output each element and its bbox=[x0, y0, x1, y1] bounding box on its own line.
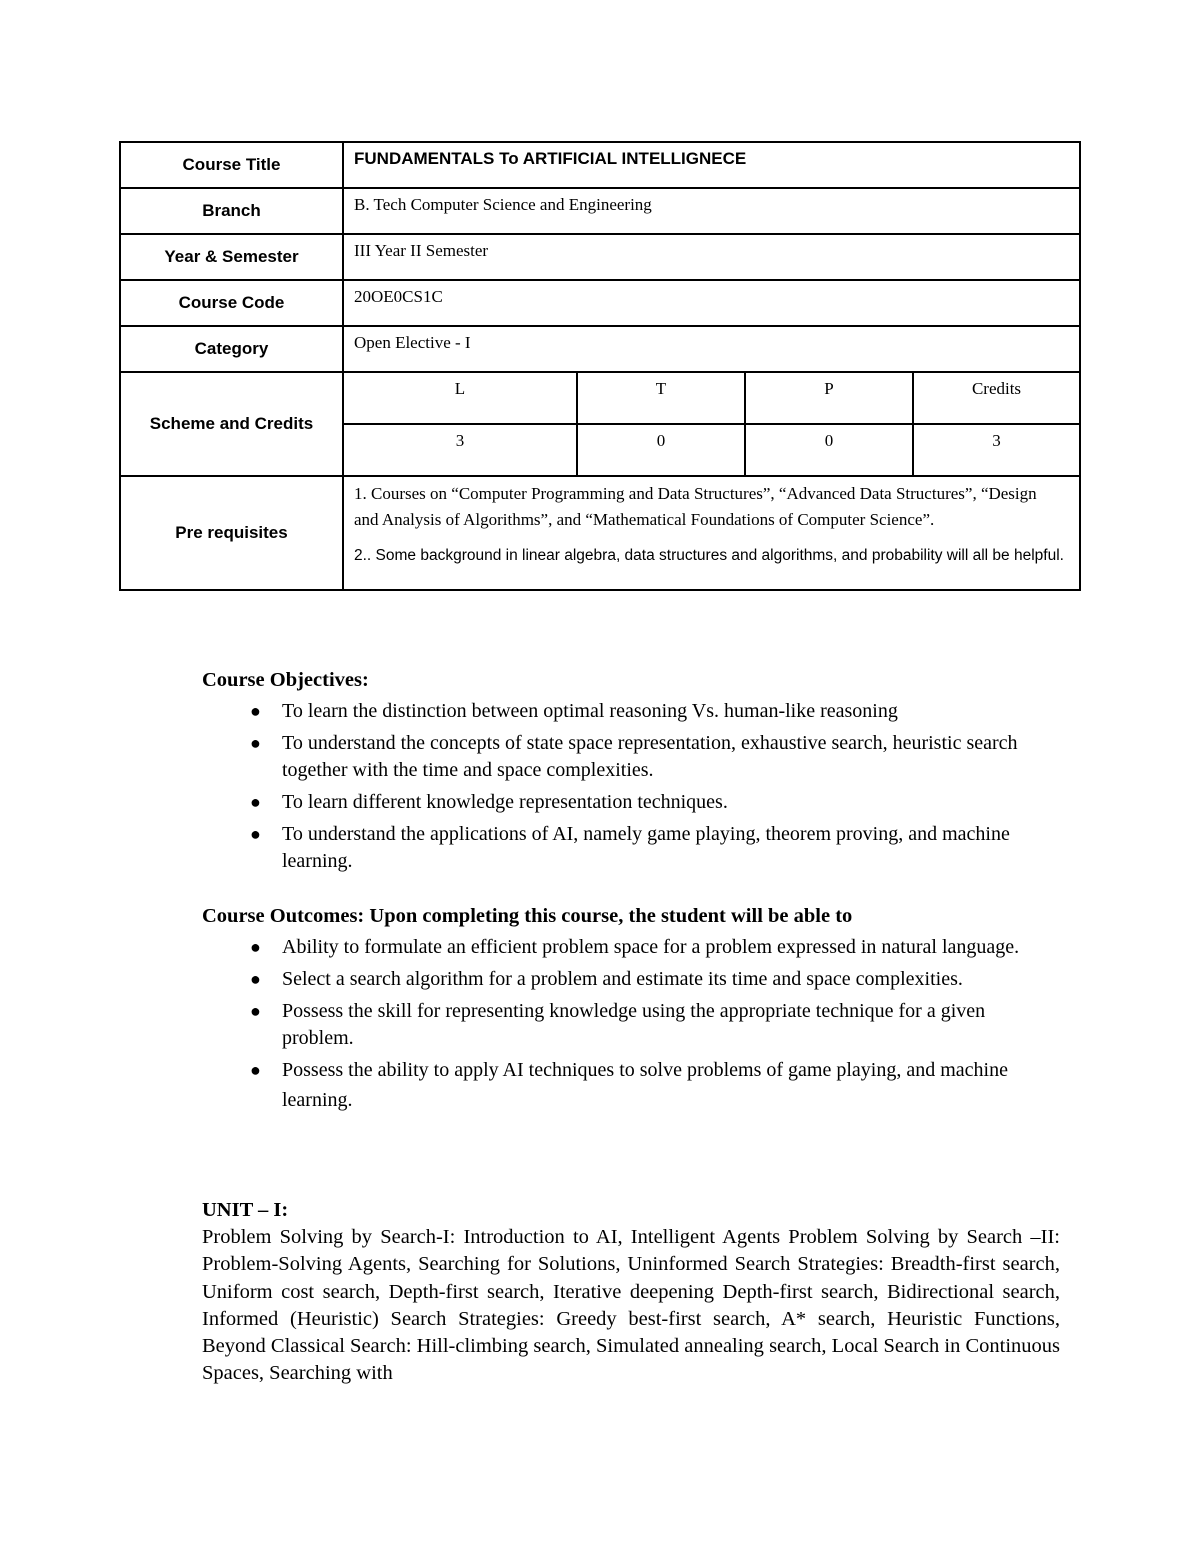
category-label: Category bbox=[120, 326, 343, 372]
category-value: Open Elective - I bbox=[343, 326, 1080, 372]
prerequisite-item-1: 1. Courses on “Computer Programming and Data Structures”, “Advanced Data Structures”, “Design and Analysis of Algorithms”, and “Mathematical Foundations of Computer Science”. bbox=[354, 484, 1037, 529]
branch-row bbox=[120, 188, 1080, 234]
unit-1-section bbox=[202, 1196, 1060, 1388]
list-item: ● Select a search algorithm for a problem and estimate its time and space complexities. bbox=[202, 966, 1060, 993]
course-title-label: Course Title bbox=[120, 142, 343, 188]
year-semester-value: III Year II Semester bbox=[343, 234, 1080, 280]
course-code-label: Course Code bbox=[120, 280, 343, 326]
course-objectives-heading: Course Objectives: bbox=[202, 669, 369, 691]
bullet-icon: ● bbox=[250, 824, 261, 844]
unit-1-heading: UNIT – I: bbox=[202, 1199, 289, 1221]
scheme-values-row bbox=[344, 424, 1079, 475]
list-item: ● Possess the ability to apply AI techniques to solve problems of game playing, and machine bbox=[202, 1057, 1060, 1084]
list-item: ● To understand the concepts of state space representation, exhaustive search, heuristic search together with the time and space complexities. bbox=[250, 732, 1018, 781]
branch-value: B. Tech Computer Science and Engineering bbox=[343, 188, 1080, 234]
course-outcomes-list bbox=[202, 934, 1060, 1114]
course-code-row bbox=[120, 280, 1080, 326]
scheme-header-credits: Credits bbox=[913, 373, 1079, 424]
scheme-value-t: 0 bbox=[577, 424, 745, 475]
bullet-icon: ● bbox=[250, 937, 261, 957]
scheme-grid bbox=[344, 373, 1079, 475]
course-objectives-section bbox=[202, 666, 1060, 880]
prerequisite-item-2: 2.. Some background in linear algebra, data structures and algorithms, and probability will all be helpful. bbox=[354, 547, 1064, 564]
course-details-table bbox=[119, 141, 1081, 591]
bullet-icon: ● bbox=[250, 969, 261, 989]
list-item: ● To understand the applications of AI, namely game playing, theorem proving, and machine learning. bbox=[250, 823, 1010, 872]
scheme-value-p: 0 bbox=[745, 424, 913, 475]
unit-1-body: Problem Solving by Search-I: Introduction to AI, Intelligent Agents Problem Solving by Search –II: Problem-Solving Agents, Searching for Solutions, Uninformed Search Strategies: Breadth-first search, Uniform cost search, Depth-first search, Iterative deepening Depth-first search, Bidirectional search, Informed (Heuristic) Search Strategies: Greedy best-first search, A* search, Heuristic Functions, Beyond Classical Search: Hill-climbing search, Simulated annealing search, Local Search in Continuous Spaces, Searching with bbox=[202, 1226, 1060, 1385]
scheme-header-l: L bbox=[344, 373, 577, 424]
category-row bbox=[120, 326, 1080, 372]
scheme-header-row bbox=[344, 373, 1079, 424]
branch-label: Branch bbox=[120, 188, 343, 234]
list-item: ● Ability to formulate an efficient problem space for a problem expressed in natural language. bbox=[202, 934, 1060, 961]
course-title-row bbox=[120, 142, 1080, 188]
prerequisites-label: Pre requisites bbox=[120, 476, 343, 590]
list-item-continuation: learning. bbox=[282, 1089, 353, 1111]
list-item: ● Possess the skill for representing knowledge using the appropriate technique for a given problem. bbox=[250, 1000, 986, 1049]
bullet-icon: ● bbox=[250, 792, 261, 812]
list-item: ● To learn different knowledge representation techniques. bbox=[202, 789, 1060, 816]
prerequisites-value bbox=[343, 476, 1080, 590]
scheme-value-credits: 3 bbox=[913, 424, 1079, 475]
list-item: ● To learn the distinction between optimal reasoning Vs. human-like reasoning bbox=[202, 698, 1060, 725]
course-title-value: FUNDAMENTALS To ARTIFICIAL INTELLIGNECE bbox=[343, 142, 1080, 188]
bullet-icon: ● bbox=[250, 1001, 261, 1021]
scheme-label: Scheme and Credits bbox=[120, 372, 343, 476]
year-semester-label: Year & Semester bbox=[120, 234, 343, 280]
bullet-icon: ● bbox=[250, 701, 261, 721]
year-semester-row bbox=[120, 234, 1080, 280]
prerequisites-row bbox=[120, 476, 1080, 590]
bullet-icon: ● bbox=[250, 1060, 261, 1080]
bullet-icon: ● bbox=[250, 733, 261, 753]
course-outcomes-section bbox=[202, 902, 1060, 1119]
scheme-grid-cell bbox=[343, 372, 1080, 476]
course-objectives-list bbox=[202, 698, 1060, 875]
scheme-value-l: 3 bbox=[455, 431, 465, 450]
course-code-value: 20OE0CS1C bbox=[343, 280, 1080, 326]
scheme-header-p: P bbox=[745, 373, 913, 424]
scheme-header-t: T bbox=[577, 373, 745, 424]
scheme-row bbox=[120, 372, 1080, 476]
course-outcomes-heading: Course Outcomes: Upon completing this course, the student will be able to bbox=[202, 905, 853, 927]
